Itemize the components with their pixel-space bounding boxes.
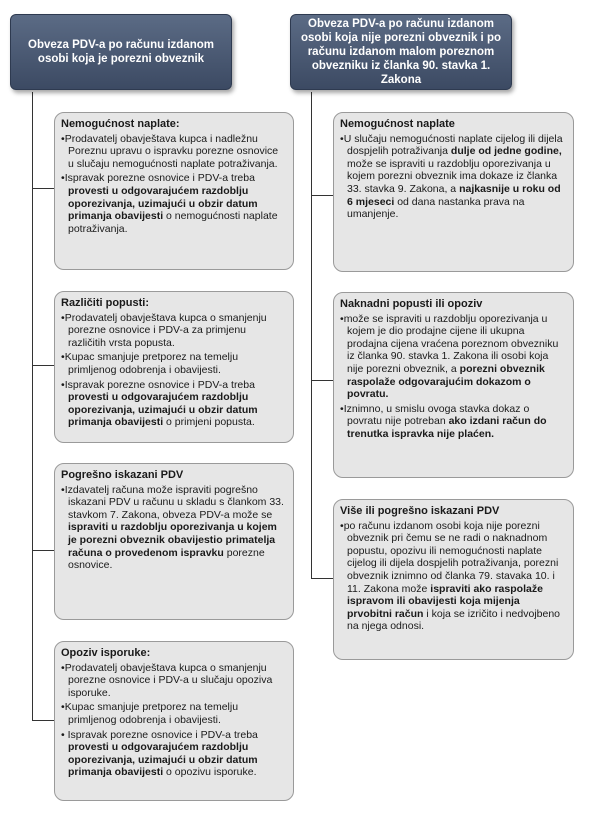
right-column-header: Obveza PDV-a po računu izdanom osobi koja nije porezni obveznik i po računu izdanom malom poreznom obvezniku iz članka 90. stavka 1. Zakona (290, 14, 512, 90)
bullet-item: •Prodavatelj obavještava kupca o smanjenju porezne osnovice i PDV-a u slučaju opoziva isporuke. (61, 661, 273, 699)
bullet-item: •Kupac smanjuje pretporez na temelju primljenog odobrenja i obavijesti. (61, 351, 239, 376)
text: Prodavatelj obavještava kupca i nadležnu Poreznu upravu o ispravku porezne osnovice u slučaju nemogućnosti naplate potraživanja. (64, 132, 279, 170)
text: može se ispraviti u razdoblju oporezivanja u kojem je dio prodajne cijene ili ukupna prodajna cijena vraćena poreznom obvezniku iz članka 90. stavka 1. Zakona ili osobi koja nije porezni obveznik, a (343, 312, 559, 375)
text: Ispravak porezne osnovice i PDV-a treba (64, 728, 258, 741)
text: Prodavatelj obavještava kupca o smanjenju porezne osnovice i PDV-a u slučaju opoziva isporuke. (64, 661, 273, 699)
bullet-item: •U slučaju nemogućnosti naplate cijelog ili dijela dospjelih potraživanja dulje od jedne godine, može se ispraviti u razdoblju oporezivanja u kojem porezni obveznik ima dokaze iz članka 33. stavka 9. Zakona, a najkasnije u roku od 6 mjeseci od dana nastanka prava na umanjenje. (340, 132, 563, 221)
bold-text: provesti u odgovarajućem razdoblju oporezivanja, uzimajući u obzir datum primanja obavijesti (68, 184, 258, 223)
bullet-item: •Izdavatelj računa može ispraviti pogrešno iskazani PDV u računu u skladu s člankom 33. stavkom 7. Zakona, obveza PDV-a može se ispraviti u razdoblju oporezivanja u kojem je porezni obveznik obavijestio primatelja računa o provedenom ispravku porezne osnovice. (61, 483, 284, 572)
text: Prodavatelj obavještava kupca o smanjenju porezne osnovice i PDV-a za primjenu različitih vrsta popusta. (64, 311, 267, 349)
card-title: Naknadni popusti ili opoziv (340, 298, 483, 310)
card-vise-ili-pogresno-iskazani-pdv (333, 499, 574, 660)
bold-text: porezni obveznik raspolaže odgovarajućim dokazom o povratu. (347, 362, 545, 401)
bullet-item: •po računu izdanom osobi koja nije porezni obveznik pri čemu se ne radi o naknadnom popustu, opozivu ili nemogućnosti naplate cijelog ili dijela dospjelih potraživanja, porezni obveznik iznimno od članka 79. stavaka 10. i 11. Zakona može ispraviti ako raspolaže ispravom ili obavijesti koja mijenja prvobitni račun i koja se izričito i nedvojbeno na njega odnosi. (340, 519, 561, 633)
bullet-item: •Prodavatelj obavještava kupca o smanjenju porezne osnovice i PDV-a za primjenu različitih vrsta popusta. (61, 311, 267, 349)
bullet-item: •Prodavatelj obavještava kupca i nadležnu Poreznu upravu o ispravku porezne osnovice u slučaju nemogućnosti naplate potraživanja. (61, 132, 279, 170)
bullet-item: •Kupac smanjuje pretporez na temelju primljenog odobrenja i obavijesti. (61, 701, 239, 726)
bold-text: ako izdani račun do trenutka ispravka nije plaćen. (347, 415, 547, 440)
bold-text: provesti u odgovarajućem razdoblju oporezivanja, uzimajući u obzir datum primanja obavijesti (68, 391, 258, 429)
card-title: Više ili pogrešno iskazani PDV (340, 505, 500, 517)
text: porezne osnovice. (68, 546, 265, 572)
bullet-item: •može se ispraviti u razdoblju oporezivanja u kojem je dio prodajne cijene ili ukupna prodajna cijena vraćena poreznom obvezniku iz članka 90. stavka 1. Zakona ili osobi koja nije porezni obveznik, a porezni obveznik raspolaže odgovarajućim dokazom o povratu. (340, 312, 559, 401)
left-connector-3 (32, 550, 54, 551)
card-pogresno-iskazani-pdv (54, 463, 294, 620)
card-opoziv-isporuke (54, 641, 294, 801)
bullet-item: •Ispravak porezne osnovice i PDV-a treba provesti u odgovarajućem razdoblju oporezivanja, uzimajući u obzir datum primanja obavijesti o nemogućnosti naplate potraživanja. (61, 172, 278, 235)
text: može se ispraviti u razdoblju oporezivanja u kojem porezni obveznik ima dokaze iz članka 33. stavka 9. Zakona, a (347, 157, 558, 195)
card-title: Pogrešno iskazani PDV (61, 469, 184, 481)
left-column-header: Obveza PDV-a po računu izdanom osobi koja je porezni obveznik (10, 14, 232, 90)
left-connector-2 (32, 365, 54, 366)
right-connector-2 (311, 380, 333, 381)
text: Kupac smanjuje pretporez na temelju primljenog odobrenja i obavijesti. (64, 351, 239, 376)
text: o opozivu isporuke. (163, 766, 257, 779)
bold-text: dulje od jedne godine, (450, 145, 562, 158)
right-connector-1 (311, 195, 333, 196)
card-nemogucnost-naplate-right (333, 112, 574, 272)
left-connector-4 (32, 720, 54, 721)
text: Iznimno, u smislu ovoga stavka dokaz o povratu nije potreban (343, 402, 530, 428)
bold-text: najkasnije u roku od 6 mjeseci (347, 182, 561, 208)
bold-text: ispraviti ako raspolaže ispravom ili obavijesti koja mijenja prvobitni račun (347, 582, 543, 620)
text: Izdavatelj računa može ispraviti pogrešno iskazani PDV u računu u skladu s člankom 33. stavkom 7. Zakona, obveza PDV-a može se (64, 483, 284, 521)
card-nemogucnost-naplate-left (54, 112, 294, 270)
right-connector-vertical (311, 92, 312, 579)
text: po računu izdanom osobi koja nije porezni obveznik pri čemu se ne radi o naknadnom popustu, opozivu ili nemogućnosti naplate cijelog ili dijela dospjelih potraživanja, porezni obveznik iznimno od članka 79. stavaka 10. i 11. Zakona može (343, 519, 559, 595)
text: o nemogućnosti naplate potraživanja. (68, 210, 278, 235)
text: i koja se izričito i nedvojbeno na njega odnosi. (347, 607, 561, 633)
bullet-item: • Ispravak porezne osnovice i PDV-a treba provesti u odgovarajućem razdoblju oporezivanja, uzimajući u obzir datum primanja obavijesti o opozivu isporuke. (61, 728, 258, 779)
card-title: Opoziv isporuke: (61, 647, 151, 659)
bold-text: provesti u odgovarajućem razdoblju oporezivanja, uzimajući u obzir datum primanja obavijesti (68, 741, 258, 779)
bullet-item: •Iznimno, u smislu ovoga stavka dokaz o povratu nije potreban ako izdani račun do trenutka ispravka nije plaćen. (340, 402, 547, 440)
text: Ispravak porezne osnovice i PDV-a treba (64, 378, 255, 391)
card-title: Različiti popusti: (61, 297, 149, 309)
bold-text: ispraviti u razdoblju oporezivanja u kojem je porezni obveznik obavijestio primatelja računa o provedenom ispravku (68, 521, 277, 559)
card-title: Nemogućnost naplate (340, 118, 455, 130)
left-connector-vertical (32, 92, 33, 720)
bullet-item: •Ispravak porezne osnovice i PDV-a treba provesti u odgovarajućem razdoblju oporezivanja, uzimajući u obzir datum primanja obavijesti o primjeni popusta. (61, 378, 258, 429)
card-naknadni-popusti-ili-opoziv (333, 292, 574, 478)
text: o primjeni popusta. (163, 416, 255, 429)
right-connector-3 (311, 578, 333, 579)
text: Kupac smanjuje pretporez na temelju primljenog odobrenja i obavijesti. (64, 701, 239, 726)
text: Ispravak porezne osnovice i PDV-a treba (64, 172, 255, 185)
left-connector-1 (32, 188, 54, 189)
text: U slučaju nemogućnosti naplate cijelog ili dijela dospjelih potraživanja (343, 132, 563, 158)
card-title: Nemogućnost naplate: (61, 118, 180, 130)
text: od dana nastanka prava na umanjenje. (347, 195, 525, 221)
card-razliciti-popusti (54, 291, 294, 443)
